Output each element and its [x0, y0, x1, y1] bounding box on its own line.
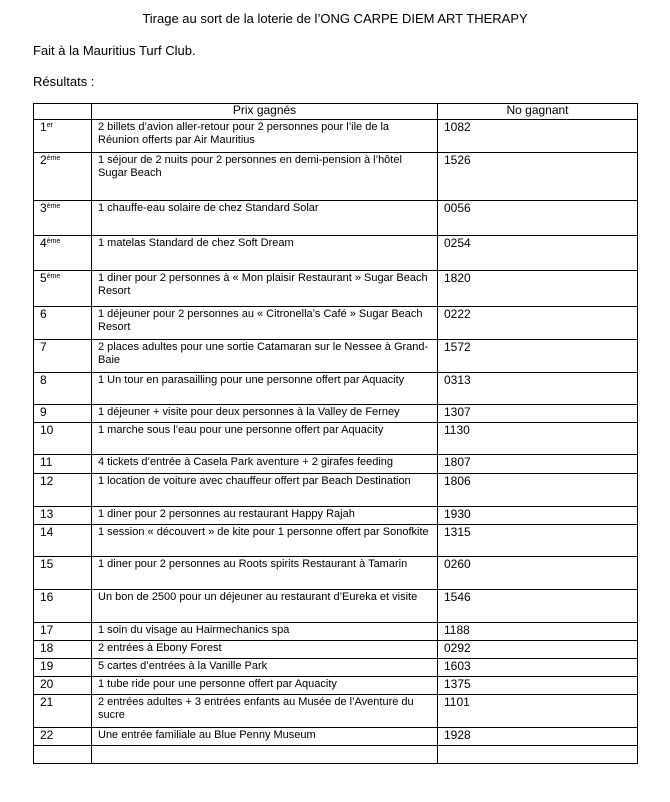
rank-cell	[34, 623, 92, 641]
winning-number-cell: 0254	[438, 236, 638, 271]
prize-cell: 1 déjeuner pour 2 personnes au « Citronella’s Café » Sugar Beach Resort	[92, 307, 438, 340]
winning-number-cell: 1806	[438, 474, 638, 507]
table-row	[34, 525, 638, 557]
rank-cell	[34, 423, 92, 455]
table-row	[34, 590, 638, 623]
winning-number-cell: 0056	[438, 201, 638, 236]
results-label: Résultats :	[33, 74, 95, 89]
rank-value: 10	[40, 423, 54, 437]
rank-value: 16	[40, 590, 54, 604]
winning-number-cell: 1820	[438, 271, 638, 307]
rank-cell	[34, 405, 92, 423]
prize-cell: 1 Un tour en parasailling pour une personne offert par Aquacity	[92, 373, 438, 405]
rank-cell	[34, 659, 92, 677]
prize-cell: 2 billets d’avion aller-retour pour 2 personnes pour l’ile de la Réunion offerts par Air Mauritius	[92, 120, 438, 153]
rank-suffix: ème	[46, 155, 61, 162]
winning-number-cell: 1546	[438, 590, 638, 623]
rank-value: 5	[40, 271, 47, 285]
prize-cell: 1 tube ride pour une personne offert par Aquacity	[92, 677, 438, 695]
rank-value: 3	[40, 201, 47, 215]
prize-cell: 2 entrées adultes + 3 entrées enfants au Musée de l’Aventure du sucre	[92, 695, 438, 728]
rank-cell	[34, 728, 92, 746]
prize-cell: 1 déjeuner + visite pour deux personnes à la Valley de Ferney	[92, 405, 438, 423]
table-row	[34, 455, 638, 474]
table-row	[34, 728, 638, 746]
rank-value: 1	[40, 120, 47, 134]
rank-cell	[34, 557, 92, 590]
table-row	[34, 474, 638, 507]
winning-number-cell: 1930	[438, 507, 638, 525]
table-row	[34, 677, 638, 695]
table-row	[34, 271, 638, 307]
rank-value: 18	[40, 641, 54, 655]
header-prize: Prix gagnés	[92, 104, 438, 120]
prize-cell: 1 diner pour 2 personnes au Roots spirits Restaurant à Tamarin	[92, 557, 438, 590]
prize-cell: 2 entrées à Ebony Forest	[92, 641, 438, 659]
winning-number-cell	[438, 746, 638, 764]
table-row	[34, 201, 638, 236]
table-row	[34, 236, 638, 271]
rank-suffix: ème	[46, 273, 61, 280]
winning-number-cell: 1526	[438, 153, 638, 201]
rank-value: 7	[40, 340, 47, 354]
prize-cell: 5 cartes d’entrées à la Vanille Park	[92, 659, 438, 677]
rank-cell	[34, 746, 92, 764]
prize-cell: 1 chauffe-eau solaire de chez Standard Solar	[92, 201, 438, 236]
winning-number-cell: 1188	[438, 623, 638, 641]
rank-value: 9	[40, 405, 47, 419]
rank-cell	[34, 695, 92, 728]
table-row	[34, 641, 638, 659]
table-row	[34, 623, 638, 641]
rank-value: 17	[40, 623, 54, 637]
results-table	[33, 103, 638, 764]
rank-cell	[34, 236, 92, 271]
winning-number-cell: 1315	[438, 525, 638, 557]
rank-cell	[34, 373, 92, 405]
rank-cell	[34, 641, 92, 659]
rank-value: 2	[40, 153, 47, 167]
table-row	[34, 340, 638, 373]
prize-cell: 1 soin du visage au Hairmechanics spa	[92, 623, 438, 641]
prize-cell: 1 location de voiture avec chauffeur offert par Beach Destination	[92, 474, 438, 507]
prize-cell: 1 matelas Standard de chez Soft Dream	[92, 236, 438, 271]
document-title: Tirage au sort de la loterie de l’ONG CARPE DIEM ART THERAPY	[142, 11, 528, 26]
rank-cell	[34, 525, 92, 557]
rank-value: 21	[40, 695, 54, 709]
table-row	[34, 153, 638, 201]
rank-value: 15	[40, 557, 54, 571]
winning-number-cell: 0292	[438, 641, 638, 659]
winning-number-cell: 1130	[438, 423, 638, 455]
rank-cell	[34, 307, 92, 340]
rank-suffix: ème	[46, 203, 61, 210]
prize-cell	[92, 746, 438, 764]
table-row	[34, 120, 638, 153]
prize-cell: Une entrée familiale au Blue Penny Museum	[92, 728, 438, 746]
rank-cell	[34, 455, 92, 474]
prize-cell: 2 places adultes pour une sortie Catamaran sur le Nessee à Grand-Baie	[92, 340, 438, 373]
rank-value: 12	[40, 474, 54, 488]
winning-number-cell: 0260	[438, 557, 638, 590]
rank-suffix: ème	[46, 238, 61, 245]
prize-cell: 1 marche sous l’eau pour une personne offert par Aquacity	[92, 423, 438, 455]
table-row	[34, 373, 638, 405]
rank-cell	[34, 474, 92, 507]
header-number: No gagnant	[438, 104, 638, 120]
rank-value: 13	[40, 507, 54, 521]
table-row	[34, 307, 638, 340]
table-row	[34, 659, 638, 677]
table-row	[34, 423, 638, 455]
prize-cell: Un bon de 2500 pour un déjeuner au restaurant d’Eureka et visite	[92, 590, 438, 623]
table-row	[34, 557, 638, 590]
table-header-row	[34, 104, 638, 120]
table-row	[34, 405, 638, 423]
table-row	[34, 507, 638, 525]
winning-number-cell: 1082	[438, 120, 638, 153]
rank-value: 11	[40, 455, 53, 469]
rank-suffix: er	[46, 122, 53, 129]
table-row	[34, 695, 638, 728]
prize-cell: 1 session « découvert » de kite pour 1 personne offert par Sonofkite	[92, 525, 438, 557]
winning-number-cell: 0313	[438, 373, 638, 405]
rank-value: 19	[40, 659, 54, 673]
rank-value: 6	[40, 307, 47, 321]
rank-cell	[34, 271, 92, 307]
winning-number-cell: 1807	[438, 455, 638, 474]
rank-cell	[34, 507, 92, 525]
prize-cell: 4 tickets d’entrée à Casela Park aventure + 2 girafes feeding	[92, 455, 438, 474]
winning-number-cell: 1928	[438, 728, 638, 746]
location-line: Fait à la Mauritius Turf Club.	[33, 43, 196, 58]
winning-number-cell: 1101	[438, 695, 638, 728]
table-row	[34, 746, 638, 764]
header-rank	[34, 104, 92, 120]
rank-cell	[34, 201, 92, 236]
winning-number-cell: 1375	[438, 677, 638, 695]
rank-cell	[34, 590, 92, 623]
rank-cell	[34, 153, 92, 201]
rank-value: 4	[40, 236, 47, 250]
rank-value: 20	[40, 677, 54, 691]
prize-cell: 1 séjour de 2 nuits pour 2 personnes en demi-pension à l’hôtel Sugar Beach	[92, 153, 438, 201]
rank-cell	[34, 120, 92, 153]
rank-cell	[34, 340, 92, 373]
results-table-body	[34, 120, 638, 764]
winning-number-cell: 0222	[438, 307, 638, 340]
rank-cell	[34, 677, 92, 695]
rank-value: 14	[40, 525, 54, 539]
winning-number-cell: 1572	[438, 340, 638, 373]
winning-number-cell: 1603	[438, 659, 638, 677]
winning-number-cell: 1307	[438, 405, 638, 423]
rank-value: 8	[40, 373, 47, 387]
prize-cell: 1 diner pour 2 personnes à « Mon plaisir Restaurant » Sugar Beach Resort	[92, 271, 438, 307]
prize-cell: 1 diner pour 2 personnes au restaurant Happy Rajah	[92, 507, 438, 525]
rank-value: 22	[40, 728, 54, 742]
